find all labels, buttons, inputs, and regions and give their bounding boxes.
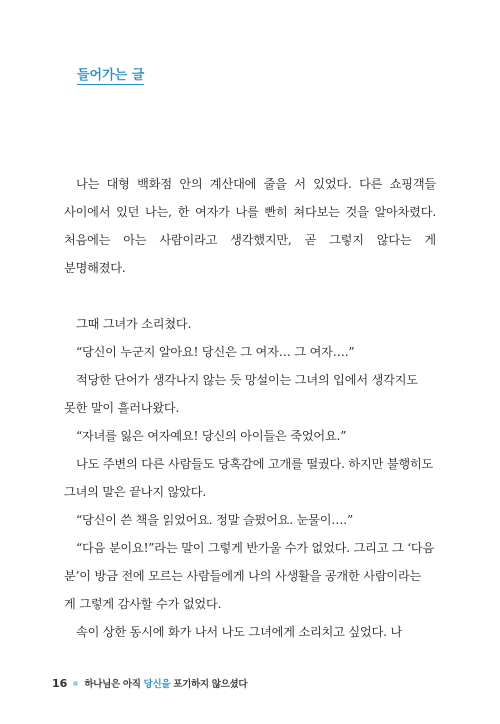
paragraph: 나는 대형 백화점 안의 계산대에 줄을 서 있었다. 다른 쇼핑객들 사이에서 있던 나는, 한 여자가 나를 빤히 쳐다보는 것을 알아차렸다. 처음에는 아는 사람이라고 생각했지만, 곧 그렇지 않다는 게 분명해졌다. [64, 177, 436, 275]
section-label: 들어가는 글 [77, 64, 144, 85]
paragraph: “당신이 쓴 책을 읽었어요. 정말 슬펐어요. 눈물이….” [76, 513, 354, 527]
paragraph: 나도 주변의 다른 사람들도 당혹감에 고개를 떨궜다. 하지만 불행히도 그녀의 말은 끝나지 않았다. [64, 457, 434, 499]
body-text [64, 170, 436, 646]
paragraph: 적당한 단어가 생각나지 않는 듯 망설이는 그녀의 입에서 생각지도 못한 말이 흘러나왔다. [64, 373, 418, 415]
paragraph: “당신이 누군지 알아요! 당신은 그 여자… 그 여자….” [76, 345, 355, 359]
paragraph: “다음 분이요!”라는 말이 그렇게 반가울 수가 없었다. 그리고 그 ‘다음 분’이 방금 전에 모르는 사람들에게 나의 사생활을 공개한 사람이라는 게 그렇게 감사할 수가 없었다. [64, 541, 435, 611]
paragraph: “자녀를 잃은 여자예요! 당신의 아이들은 죽었어요.” [76, 429, 347, 443]
page-footer [52, 676, 247, 690]
page-number: 16 [52, 676, 68, 690]
bullet-icon [73, 681, 78, 686]
paragraph: 그때 그녀가 소리쳤다. [76, 317, 192, 331]
paragraph: 속이 상한 동시에 화가 나서 나도 그녀에게 소리치고 싶었다. 나 [76, 625, 403, 639]
running-title: 하나님은 아직 당신을 포기하지 않으셨다 [84, 679, 248, 690]
